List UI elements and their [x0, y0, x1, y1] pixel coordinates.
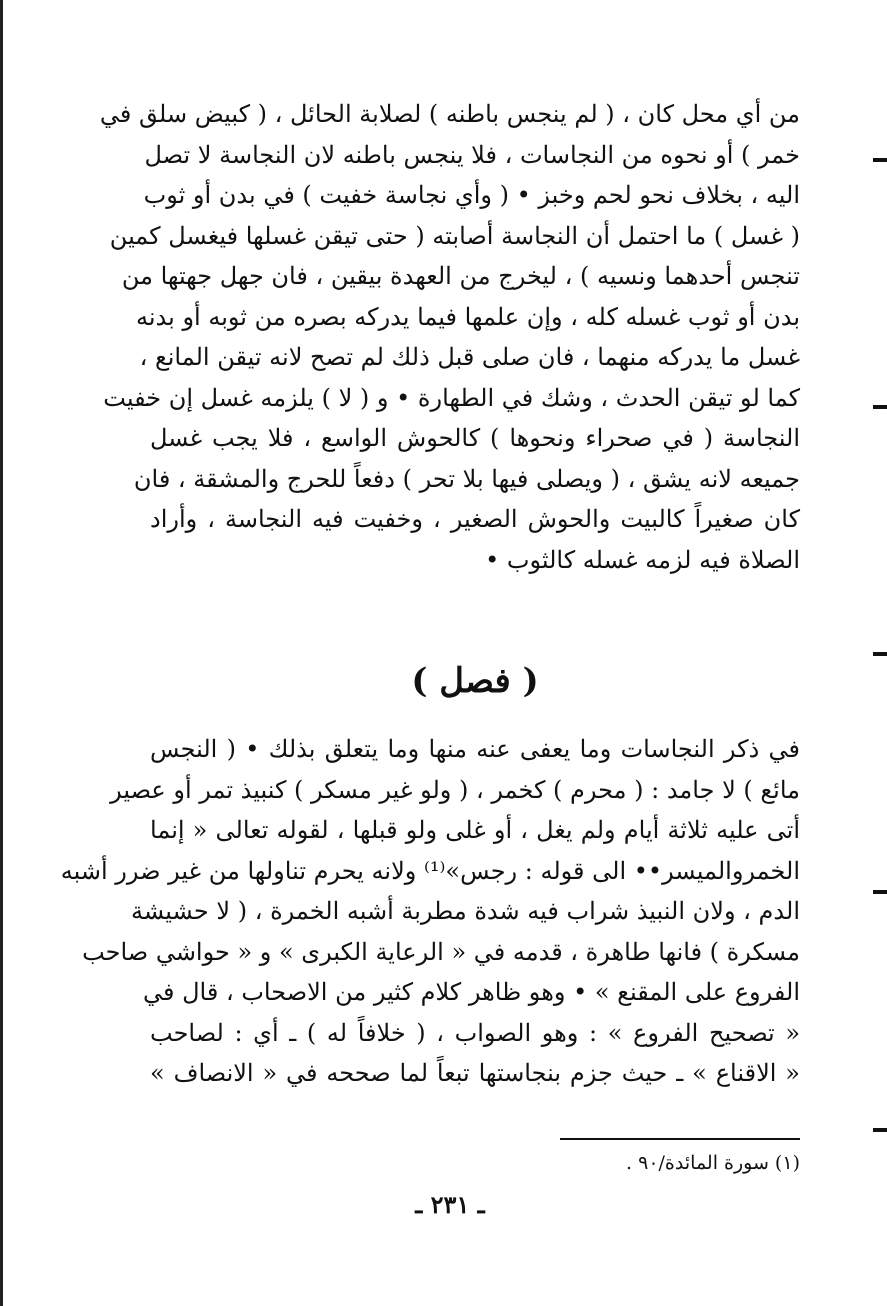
footnote: (١) سورة المائدة/٩٠ . [626, 1152, 800, 1174]
page-number: ـ ٢٣١ ـ [415, 1190, 485, 1219]
body-paragraph-1 [99, 94, 800, 580]
text-line: مائع ) لا جامد : ( محرم ) كخمر ، ( ولو غير مسكر ) كنبيذ تمر أو عصير [110, 775, 800, 804]
text-line: أتى عليه ثلاثة أيام ولم يغل ، أو غلى ولو قبلها ، لقوله تعالى « إنما [150, 816, 800, 844]
text-line: خمر ) أو نحوه من النجاسات ، فلا ينجس باطنه لان النجاسة لا تصل [144, 140, 800, 169]
text-line: الفروع على المقنع » • وهو ظاهر كلام كثير من الاصحاب ، قال في [143, 978, 800, 1006]
edge-mark [873, 405, 887, 409]
text-line: كما لو تيقن الحدث ، وشك في الطهارة • و ( لا ) يلزمه غسل إن خفيت [103, 383, 800, 412]
page-left-edge [0, 0, 3, 1306]
text-line: غسل ما يدركه منهما ، فان صلى قبل ذلك لم تصح لانه تيقن المانع ، [139, 343, 800, 371]
text-line: من أي محل كان ، ( لم ينجس باطنه ) لصلابة الحائل ، ( كبيض سلق في [99, 100, 800, 128]
text-line: مسكرة ) فانها طاهرة ، قدمه في « الرعاية الكبرى » و « حواشي صاحب [82, 937, 800, 966]
body-paragraph-2 [60, 729, 800, 1094]
text-line: الدم ، ولان النبيذ شراب فيه شدة مطربة أشبه الخمرة ، ( لا حشيشة [131, 897, 800, 925]
text-line: « الاقناع » ـ حيث جزم بنجاستها تبعاً لما صححه في « الانصاف » [150, 1059, 800, 1087]
text-line: النجاسة ( في صحراء ونحوها ) كالحوش الواسع ، فلا يجب غسل [150, 424, 800, 452]
edge-mark [873, 1128, 887, 1132]
text-line: الخمروالميسر•• الى قوله : رجس»⁽¹⁾ ولانه يحرم تناولها من غير ضرر أشبه [60, 856, 800, 885]
text-line: ( غسل ) ما احتمل أن النجاسة أصابته ( حتى تيقن غسلها فيغسل كمين [109, 221, 800, 250]
text-line: تنجس أحدهما ونسيه ) ، ليخرج من العهدة بيقين ، فان جهل جهتها من [121, 262, 800, 290]
text-line: الصلاة فيه لزمه غسله كالثوب • [485, 545, 800, 574]
section-heading: ( فصل ) [411, 661, 539, 701]
text-line: بدن أو ثوب غسله كله ، وإن علمها فيما يدركه بصره من ثوبه أو بدنه [136, 302, 800, 331]
text-line: كان صغيراً كالبيت والحوش الصغير ، وخفيت فيه النجاسة ، وأراد [150, 505, 800, 533]
footnote-separator [560, 1138, 800, 1140]
text-line: « تصحيح الفروع » : وهو الصواب ، ( خلافاً له ) ـ أي : لصاحب [150, 1018, 800, 1047]
edge-mark [873, 652, 887, 656]
edge-mark [873, 158, 887, 162]
text-line: في ذكر النجاسات وما يعفى عنه منها وما يتعلق بذلك • ( النجس [150, 735, 800, 763]
text-line: اليه ، بخلاف نحو لحم وخبز • ( وأي نجاسة خفيت ) في بدن أو ثوب [143, 181, 800, 209]
edge-mark [873, 890, 887, 894]
text-line: جميعه لانه يشق ، ( ويصلى فيها بلا تحر ) دفعاً للحرج والمشقة ، فان [133, 464, 800, 493]
